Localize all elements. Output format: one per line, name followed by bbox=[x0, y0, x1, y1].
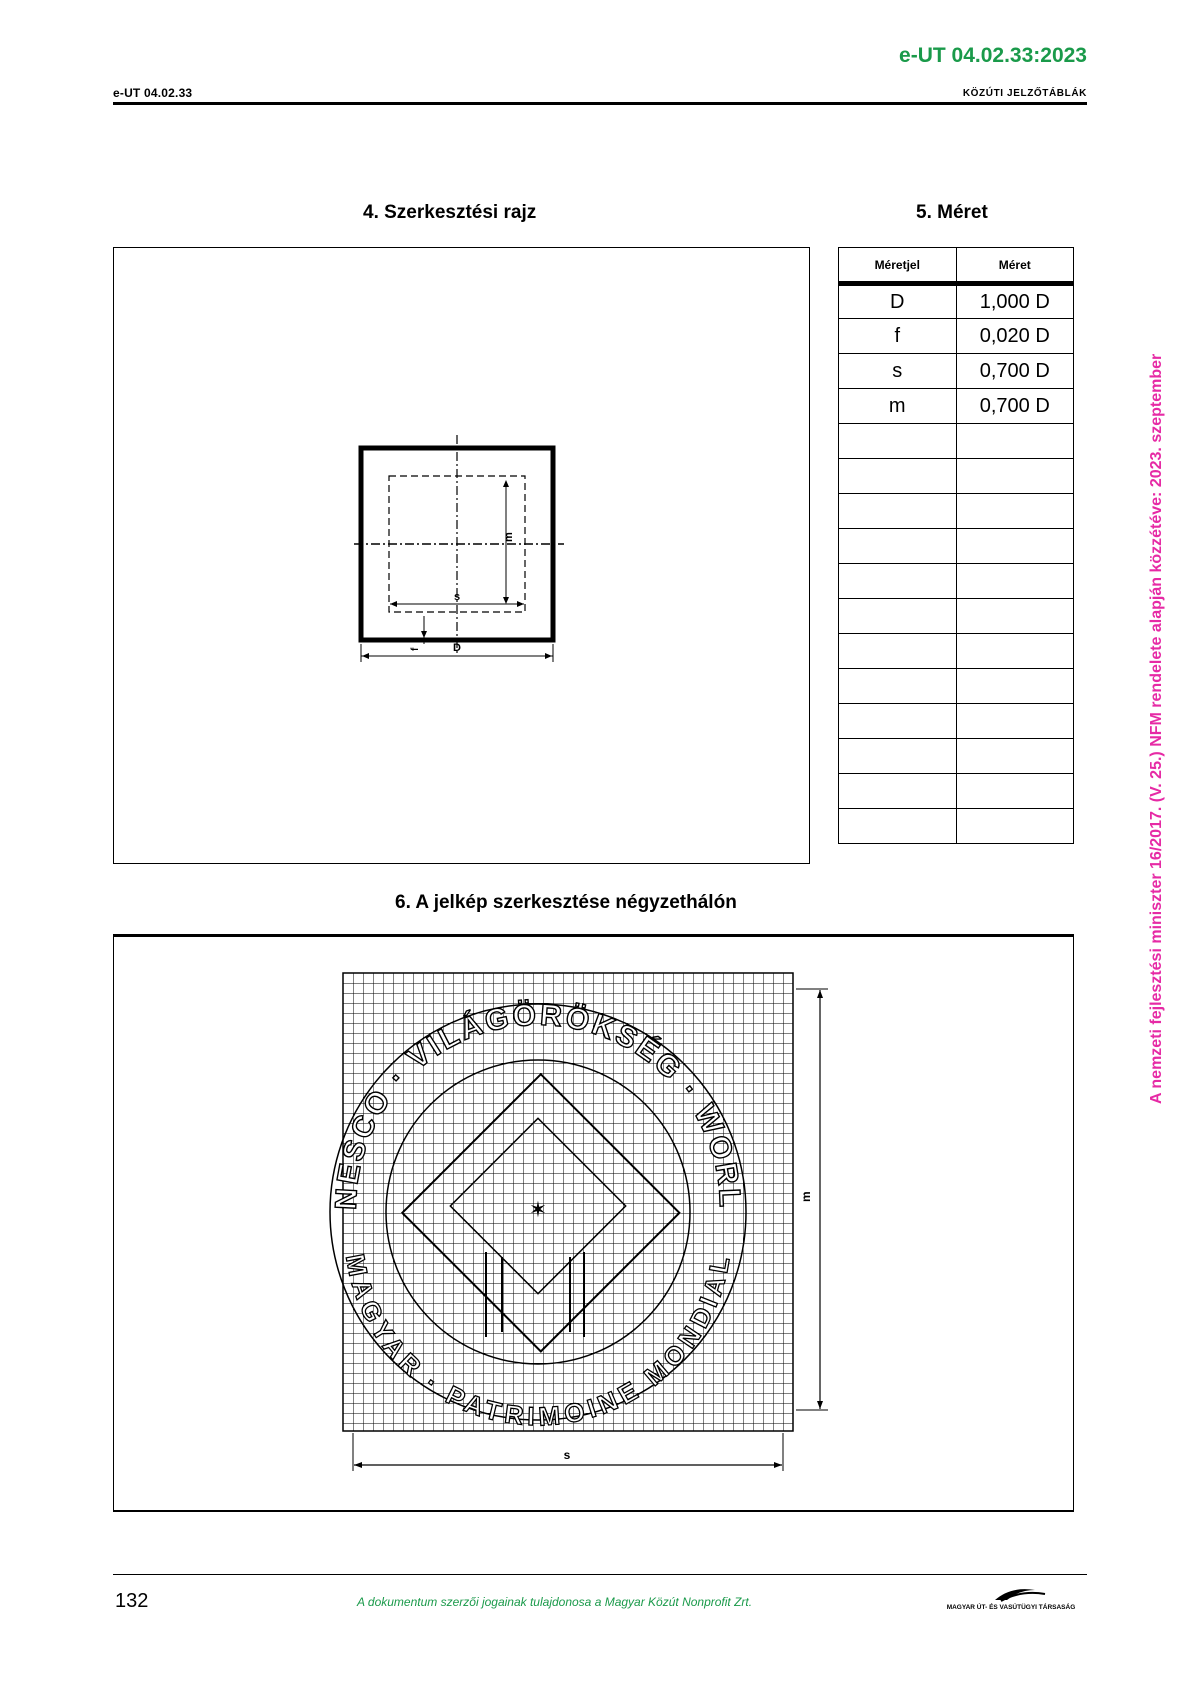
table-row bbox=[839, 459, 1074, 494]
seal-text-top: NESCO · VILÁGÖRÖKSÉG · WORL bbox=[329, 998, 747, 1211]
row-symbol bbox=[839, 704, 957, 739]
row-symbol: f bbox=[839, 319, 957, 354]
row-symbol bbox=[839, 599, 957, 634]
row-size bbox=[956, 599, 1074, 634]
table-row bbox=[839, 319, 1074, 354]
row-symbol bbox=[839, 494, 957, 529]
table-row bbox=[839, 564, 1074, 599]
col-size-header: Méret bbox=[956, 248, 1074, 284]
table-row bbox=[839, 774, 1074, 809]
f-label: f bbox=[410, 647, 421, 651]
table-row bbox=[839, 809, 1074, 844]
row-symbol bbox=[839, 739, 957, 774]
row-size: 0,700 D bbox=[956, 354, 1074, 389]
row-symbol bbox=[839, 669, 957, 704]
construction-drawing bbox=[114, 248, 809, 863]
D-label: D bbox=[453, 642, 461, 654]
row-symbol: D bbox=[839, 284, 957, 319]
table-row bbox=[839, 494, 1074, 529]
row-size bbox=[956, 494, 1074, 529]
row-size bbox=[956, 774, 1074, 809]
section6-title: 6. A jelkép szerkesztése négyzethálón bbox=[395, 892, 737, 913]
row-size bbox=[956, 634, 1074, 669]
table-row bbox=[839, 599, 1074, 634]
table-row bbox=[839, 529, 1074, 564]
section4-title: 4. Szerkesztési rajz bbox=[363, 202, 537, 223]
row-symbol bbox=[839, 774, 957, 809]
copyright-notice: A dokumentum szerzői jogainak tulajdonosa a Magyar Közút Nonprofit Zrt. bbox=[357, 1595, 753, 1609]
m-label: m bbox=[799, 1191, 813, 1202]
publication-note: A nemzeti fejlesztési miniszter 16/2017. (V. 25.) NFM rendelete alapján közzétéve: 2023. szeptember bbox=[1148, 353, 1165, 1104]
row-symbol bbox=[839, 424, 957, 459]
table-row bbox=[839, 669, 1074, 704]
row-size: 1,000 D bbox=[956, 284, 1074, 319]
document-code: e-UT 04.02.33:2023 bbox=[899, 44, 1087, 67]
row-size bbox=[956, 739, 1074, 774]
s-label: s bbox=[453, 591, 461, 603]
row-size bbox=[956, 459, 1074, 494]
row-size bbox=[956, 669, 1074, 704]
col-symbol-header: Méretjel bbox=[839, 248, 957, 284]
row-size bbox=[956, 424, 1074, 459]
s-label: s bbox=[563, 1448, 571, 1462]
header-right: KÖZÚTI JELZŐTÁBLÁK bbox=[962, 88, 1087, 99]
m-label: m bbox=[503, 532, 515, 542]
seal-center-star: ✶ bbox=[528, 1197, 548, 1222]
row-symbol bbox=[839, 809, 957, 844]
size-table bbox=[838, 247, 1074, 844]
grid-construction bbox=[114, 937, 1073, 1510]
row-symbol bbox=[839, 459, 957, 494]
row-symbol: s bbox=[839, 354, 957, 389]
row-symbol: m bbox=[839, 389, 957, 424]
row-size bbox=[956, 809, 1074, 844]
row-size bbox=[956, 704, 1074, 739]
table-row bbox=[839, 424, 1074, 459]
footer-rule bbox=[113, 1574, 1087, 1575]
row-symbol bbox=[839, 634, 957, 669]
page-number: 132 bbox=[115, 1590, 149, 1612]
logo-text: MAGYAR ÚT- ÉS VASÚTÜGYI TÁRSASÁG bbox=[946, 1604, 1076, 1611]
table-row bbox=[839, 739, 1074, 774]
header-left: e-UT 04.02.33 bbox=[113, 86, 193, 100]
seal-text-bottom: MAGYAR · PATRIMOINE MONDIAL bbox=[340, 1251, 736, 1432]
table-row bbox=[839, 389, 1074, 424]
header-rule bbox=[113, 102, 1087, 105]
row-size bbox=[956, 564, 1074, 599]
row-size: 0,020 D bbox=[956, 319, 1074, 354]
table-row bbox=[839, 354, 1074, 389]
society-logo bbox=[935, 1584, 1087, 1619]
row-size bbox=[956, 529, 1074, 564]
table-row bbox=[839, 634, 1074, 669]
row-symbol bbox=[839, 529, 957, 564]
grid-construction-frame bbox=[113, 934, 1074, 1512]
construction-drawing-frame bbox=[113, 247, 810, 864]
table-row bbox=[839, 704, 1074, 739]
section5-title: 5. Méret bbox=[916, 202, 988, 223]
table-row bbox=[839, 284, 1074, 319]
size-table-header bbox=[839, 248, 1074, 284]
row-symbol bbox=[839, 564, 957, 599]
row-size: 0,700 D bbox=[956, 389, 1074, 424]
